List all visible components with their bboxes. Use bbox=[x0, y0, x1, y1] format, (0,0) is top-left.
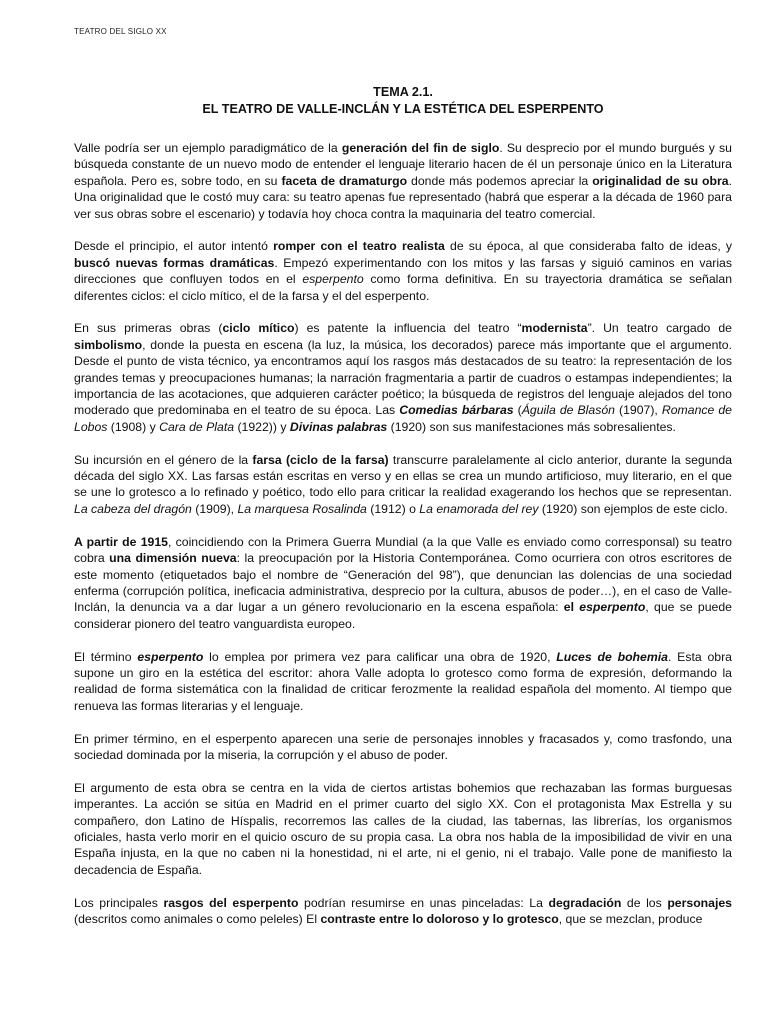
text-run: , donde la puesta en escena (la luz, la música, los decorados) parece más importante que el argumento. Desde el punto de vista técnico, ya encontramos aquí los rasgos más destacados de su teatro: la representación de los grandes temas y preocupaciones humanas; la narración fragmentaria a partir de cuadros o estampas independientes; la importancia de las acotaciones, que adquieren carácter poético; la búsqueda de registros del lenguaje alejados del tono moderado que predominaba en el teatro de su época. Las bbox=[74, 337, 732, 418]
text-run: . Esta obra supone un giro en la estética del escritor: ahora Valle adopta lo grotesco como forma de expresión, deformando la realidad de forma sistemática con la finalidad de criticar ferozmente la realidad española del momento. Al tiempo que renueva las formas literarias y el lenguaje. bbox=[74, 649, 732, 713]
emphasis-bold: generación del fin de siglo bbox=[341, 141, 500, 155]
text-run: (1912) o bbox=[366, 501, 420, 516]
emphasis-bold: farsa (ciclo de la farsa) bbox=[252, 452, 389, 467]
emphasis-italic: Cara de Plata bbox=[159, 419, 235, 434]
text-run: Valle podría ser un ejemplo paradigmático de la bbox=[74, 141, 342, 155]
text-run: : la preocupación por la Historia Contemporánea. Como ocurriera con otros escritores de este momento (etiquetados bajo el nombre de “Generación del 98”), que denuncian las dolencias de una sociedad enferma (corrupción política, ineficacia administrativa, desprecio por la cultura, abusos de poder…), en el caso de Valle-Inclán, la denuncia va a dar lugar a un género revolucionario en la escena española: bbox=[74, 551, 732, 615]
text-run: En primer término, en el esperpento aparecen una serie de personajes innobles y fracasados y, como trasfondo, una sociedad dominada por la miseria, la corrupción y el abuso de poder. bbox=[74, 731, 732, 762]
emphasis-bold: una dimensión nueva bbox=[109, 551, 237, 566]
text-run: como forma definitiva. En su trayectoria dramática se señalan diferentes ciclos: el ciclo mítico, el de la farsa y el del esperpento. bbox=[74, 272, 733, 303]
text-run: (1920) son sus manifestaciones más sobresalientes. bbox=[387, 419, 676, 434]
emphasis-bold: buscó nuevas formas dramáticas bbox=[74, 255, 275, 270]
running-header: TEATRO DEL SIGLO XX bbox=[74, 27, 167, 36]
emphasis-italic: La cabeza del dragón bbox=[74, 501, 192, 516]
paragraph bbox=[74, 238, 732, 304]
emphasis-bold-italic: Divinas palabras bbox=[289, 419, 388, 434]
text-run: . Su desprecio por el mundo burgués y su búsqueda constante de un nuevo modo de entender el lenguaje literario hacen de él un personaje único en la Literatura española. Pero es, sobre todo, en su bbox=[74, 141, 732, 188]
text-run: ( bbox=[513, 403, 522, 418]
emphasis-bold: modernista bbox=[521, 321, 588, 336]
text-run: (1920) son ejemplos de este ciclo. bbox=[538, 501, 728, 516]
text-run: donde más podemos apreciar la bbox=[407, 173, 593, 188]
text-run: El argumento de esta obra se centra en la vida de ciertos artistas bohemios que rechazaban las formas burguesas imperantes. La acción se sitúa en Madrid en el primer cuarto del siglo XX. Con el protagonista Max Estrella y su compañero, don Latino de Híspalis, recorremos las calles de la ciudad, las tabernas, las librerías, los organismos oficiales, hasta verlo morir en el quicio oscuro de su propia casa. La obra nos habla de la imposibilidad de vivir en una España injusta, en la que no caben ni la honestidad, ni el arte, ni el genio, ni el trabajo. Valle pone de manifiesto la decadencia de España. bbox=[74, 780, 732, 877]
text-run: , que se mezclan, produce bbox=[558, 911, 703, 926]
emphasis-bold: rasgos del esperpento bbox=[163, 895, 299, 910]
emphasis-bold: el bbox=[563, 600, 580, 615]
text-run: de los bbox=[621, 895, 668, 910]
text-run: . Empezó experimentando con los mitos y las farsas y siguió caminos en varias direcciones que confluyen todos en el bbox=[74, 255, 732, 287]
text-run: En sus primeras obras ( bbox=[74, 321, 223, 336]
paragraph bbox=[74, 534, 732, 632]
text-run: ”. Un teatro cargado de bbox=[587, 321, 732, 336]
emphasis-italic: esperpento bbox=[302, 272, 364, 287]
text-run: Desde el principio, el autor intentó bbox=[74, 239, 274, 254]
emphasis-italic: La enamorada del rey bbox=[419, 501, 539, 516]
paragraph bbox=[74, 731, 732, 764]
text-run: (1909), bbox=[191, 501, 238, 516]
emphasis-italic: La marquesa Rosalinda bbox=[237, 501, 367, 516]
text-run: (1907), bbox=[614, 403, 662, 418]
text-run: , coincidiendo con la Primera Guerra Mundial (a la que Valle es enviado como corresponsal) su teatro cobra bbox=[74, 534, 732, 566]
title-block bbox=[74, 84, 732, 118]
paragraph bbox=[74, 452, 732, 518]
emphasis-bold-italic: Luces de bohemia bbox=[556, 649, 668, 664]
text-run: Su incursión en el género de la bbox=[74, 452, 253, 467]
topic-number: TEMA 2.1. bbox=[373, 85, 433, 99]
text-run: , que se puede considerar pionero del teatro vanguardista europeo. bbox=[74, 600, 732, 631]
text-run: transcurre paralelamente al ciclo anterior, durante la segunda década del siglo XX. Las farsas están escritas en verso y en ellas se crea un mundo artificioso, muy literario, en el que se une lo grotesco a lo refinado y poético, todo ello para criticar la realidad exagerando los hechos que se representan. bbox=[74, 452, 733, 500]
emphasis-bold-italic: esperpento bbox=[579, 600, 646, 615]
text-run: (1908) y bbox=[107, 419, 160, 434]
paragraph bbox=[74, 320, 732, 435]
emphasis-bold: degradación bbox=[548, 895, 622, 910]
paragraph bbox=[74, 780, 732, 878]
body-text bbox=[74, 140, 732, 927]
page-title: EL TEATRO DE VALLE-INCLÁN Y LA ESTÉTICA DEL ESPERPENTO bbox=[202, 102, 604, 116]
emphasis-bold: faceta de dramaturgo bbox=[281, 173, 408, 188]
text-run: de su época, al que consideraba falto de ideas, y bbox=[444, 239, 733, 254]
paragraph bbox=[74, 649, 732, 715]
text-run: ) es patente la influencia del teatro “ bbox=[294, 321, 522, 336]
emphasis-bold: simbolismo bbox=[74, 337, 143, 352]
paragraph bbox=[74, 895, 732, 928]
text-run: podrían resumirse en unas pinceladas: La bbox=[298, 895, 549, 910]
text-run: (descritos como animales o como peleles) El bbox=[74, 911, 321, 926]
emphasis-bold: ciclo mítico bbox=[222, 321, 295, 336]
emphasis-bold: contraste entre lo doloroso y lo grotesco bbox=[320, 911, 559, 926]
text-run: El término bbox=[74, 649, 138, 664]
emphasis-bold: personajes bbox=[667, 895, 732, 910]
emphasis-bold: A partir de 1915 bbox=[74, 534, 168, 549]
emphasis-bold-italic: esperpento bbox=[137, 649, 204, 664]
emphasis-bold-italic: Comedias bárbaras bbox=[399, 403, 514, 418]
text-run: Los principales bbox=[74, 895, 164, 910]
paragraph bbox=[74, 140, 732, 222]
emphasis-bold: originalidad de su obra bbox=[592, 173, 729, 188]
text-run: (1922)) y bbox=[234, 419, 290, 434]
text-run: lo emplea por primera vez para calificar una obra de 1920, bbox=[203, 649, 557, 664]
emphasis-italic: Águila de Blasón bbox=[521, 403, 615, 418]
emphasis-italic: Romance de Lobos bbox=[74, 403, 732, 434]
emphasis-bold: romper con el teatro realista bbox=[273, 239, 445, 254]
text-run: . Una originalidad que le costó muy cara: su teatro apenas fue representado (habrá que esperar a la década de 1960 para ver sus obras sobre el escenario) y todavía hoy choca contra la maquinaria del teatro comercial. bbox=[74, 173, 732, 221]
